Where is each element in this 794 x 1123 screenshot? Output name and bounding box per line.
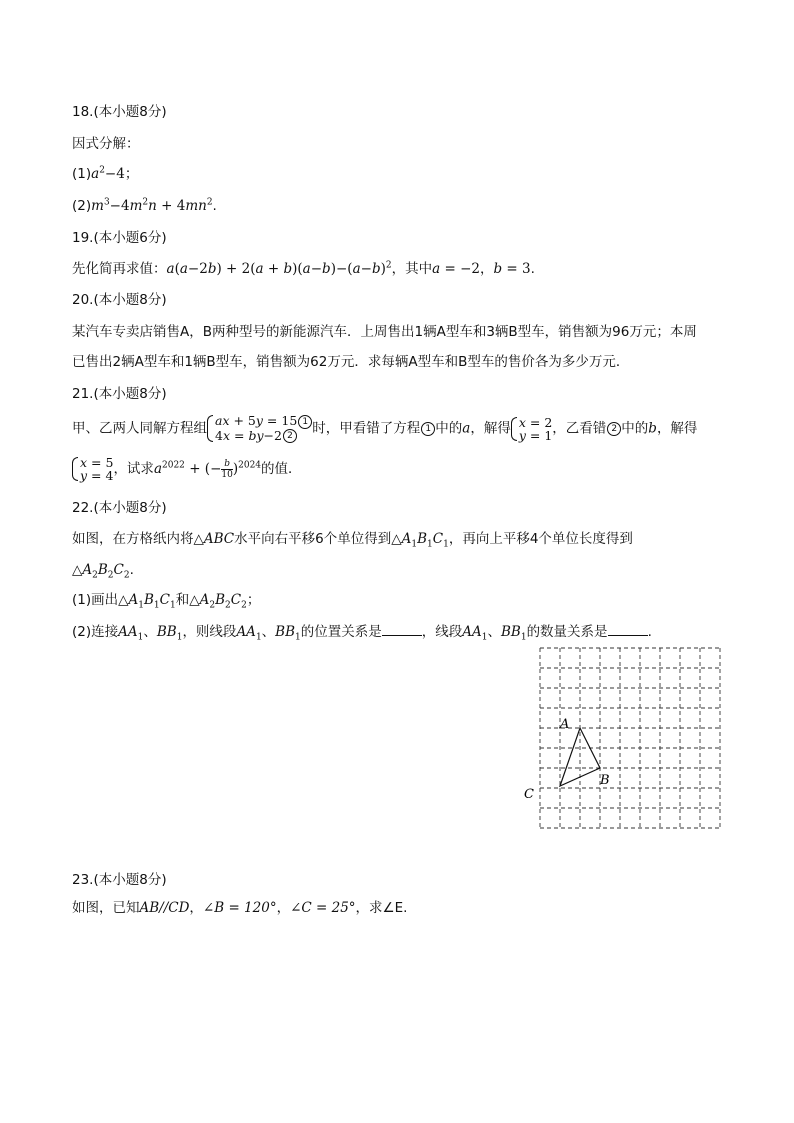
q23-body: 如图，已知AB//CD，∠B = 120°，∠C = 25°，求∠E. <box>72 900 408 916</box>
q18-part2: $(2)m^3-4m^2n + 4mn^2$. <box>72 197 217 214</box>
solution-yi: x = 5 y = 4 <box>72 456 113 482</box>
q22-part1: (1)画出$\triangle A_1B_1C_1$和$\triangle A_2B_2C_2$； <box>72 592 261 611</box>
label-a: A <box>560 717 570 732</box>
q22-line1: 如图，在方格纸内将△ABC水平向右平移6个单位得到$\triangle A_1B_1C_1$，再向上平移4个单位长度得到 <box>72 531 633 550</box>
q19-header: 19.(本小题6分) <box>72 230 167 246</box>
label-b: B <box>600 773 610 788</box>
q20-line2: 已售出2辆A型车和1辆B型车，销售额为62万元．求每辆A型车和B型车的售价各为多少万元． <box>72 354 630 370</box>
q21-line2: x = 5 y = 4 ，试求$a^{2022}$ + (− $\frac{b}{10}$ )$^{2024}$的值． <box>72 456 302 482</box>
q22-line2: $\triangle A_2B_2C_2$. <box>72 562 134 581</box>
answer-blank-position[interactable] <box>382 621 422 636</box>
q20-header: 20.(本小题8分) <box>72 292 167 308</box>
equation-system: ax + 5y = 15 1 4x = by−2 2 <box>207 414 312 443</box>
solution-jia: x = 2 y = 1 <box>511 416 552 442</box>
q22-header: 22.(本小题8分) <box>72 500 167 516</box>
q22-part2: (2)连接$AA_1$、$BB_1$，则线段$AA_1$、$BB_1$的位置关系是 ，线段$AA_1$、$BB_1$的数量关系是 . <box>72 621 652 642</box>
q21-header: 21.(本小题8分) <box>72 386 167 402</box>
q18-part1: $(1)a^2-4$； <box>72 165 139 182</box>
q21-line1: 甲、乙两人同解方程组 ax + 5y = 15 1 4x = by−2 2 时，甲看错了方程 1 中的a，解得 x = 2 y = 1 ，乙看错 2 中的b，解得 <box>72 413 698 443</box>
answer-blank-quantity[interactable] <box>608 621 648 636</box>
q18-intro: 因式分解： <box>72 136 140 152</box>
grid-figure <box>520 642 730 838</box>
q20-line1: 某汽车专卖店销售A，B两种型号的新能源汽车．上周售出1辆A型车和3辆B型车，销售额为96万元；本周 <box>72 324 697 340</box>
dashed-grid <box>540 648 720 828</box>
q23-header: 23.(本小题8分) <box>72 872 167 888</box>
label-c: C <box>524 787 534 802</box>
q18-header: 18.(本小题8分) <box>72 104 167 120</box>
q19-body: 先化简再求值：$a(a-2b) + 2(a + b)(a-b)-(a-b)^2$，其中a = −2，b = 3. <box>72 260 535 277</box>
